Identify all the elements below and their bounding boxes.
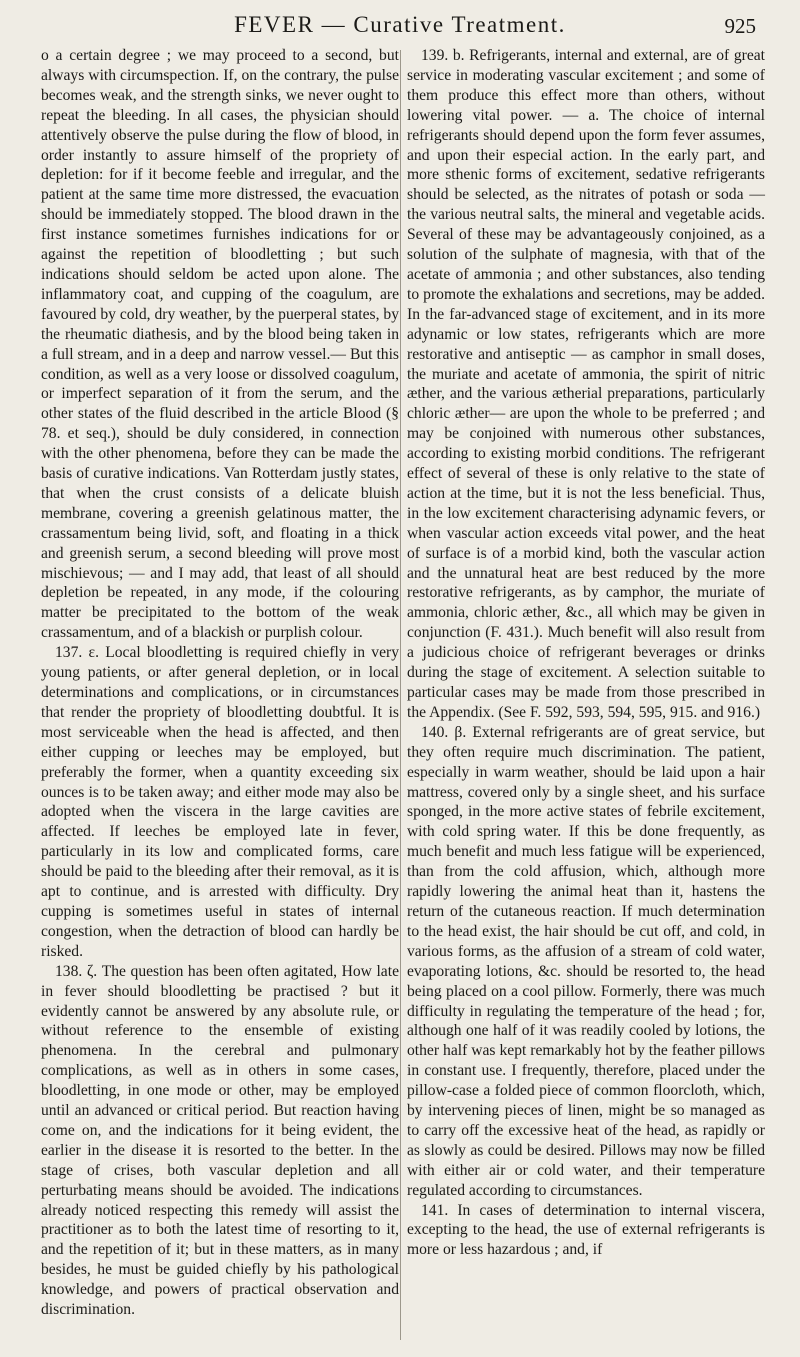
right-column xyxy=(407,46,765,1320)
page-number: 925 xyxy=(724,14,756,38)
paragraph: 138. ζ. The question has been often agitated, How late in fever should bloodletting be practised ? but it evidently cannot be answered by any absolute rule, or without reference to the ensemble of existing phenomena. In the cerebral and pulmonary complications, as well as in others in some cases, bloodletting, in one mode or other, may be employed until an advanced or critical period. But reaction having come on, and the indications for it being evident, the earlier in the disease it is resorted to the better. In the stage of crises, both vascular depletion and all perturbating means should be avoided. The indications already noticed respecting this remedy will assist the practitioner as to both the latest time of resorting to it, and the repetition of it; but in these matters, as in many besides, he must be guided chiefly by his pathological knowledge, and powers of practical observation and discrimination. xyxy=(41,962,399,1319)
text-columns xyxy=(41,46,765,1320)
paragraph: 140. β. External refrigerants are of great service, but they often require much discrimination. The patient, especially in warm weather, should be laid upon a hair mattress, covered only by a single sheet, and his surface sponged, in the more active states of febrile excitement, with cold spring water. If this be done frequently, as much benefit and much less fatigue will be experienced, than from the cold affusion, which, although more rapidly lowering the animal heat than it, hastens the return of the cutaneous reaction. If much determination to the head exist, the hair should be cut off, and cold, in various forms, as the affusion of a stream of cold water, evaporating lotions, &c. should be resorted to, the head being placed on a cool pillow. Formerly, there was much difficulty in regulating the temperature of the head ; for, although one half of it was readily cooled by lotions, the other half was kept remarkably hot by the feather pillows in constant use. I frequently, therefore, placed under the pillow-case a folded piece of common floorcloth, which, by intervening pieces of linen, might be so managed as to carry off the excessive heat of the head, as rapidly or as slowly as could be desired. Pillows may now be filled with either air or cold water, and their temperature regulated according to circumstances. xyxy=(407,723,765,1199)
paragraph: 141. In cases of determination to internal viscera, excepting to the head, the use of external refrigerants is more or less hazardous ; and, if xyxy=(407,1201,765,1259)
paragraph: 139. b. Refrigerants, internal and external, are of great service in moderating vascular excitement ; and some of them produce this effect more than others, without lowering vital power. — a. The choice of internal refrigerants should depend upon the form fever assumes, and upon their especial action. In the early part, and more sthenic forms of excitement, sedative refrigerants should be selected, as the nitrates of potash or soda — the various neutral salts, the mineral and vegetable acids. Several of these may be advantageously conjoined, as a solution of the sulphate of magnesia, with that of the acetate of ammonia ; and other substances, also tending to promote the exhalations and secretions, may be added. In the far-advanced stage of excitement, and in its more adynamic or low states, refrigerants which are more restorative and antiseptic — as camphor in small doses, the muriate and acetate of ammonia, the spirit of nitric æther, and the various ætherial preparations, particularly chloric æther— are upon the whole to be preferred ; and may be conjoined with numerous other substances, according to existing morbid conditions. The refrigerant effect of several of these is only relative to the state of action at the time, but it is not the less beneficial. Thus, in the low excitement characterising adynamic fevers, or when vascular action exceeds vital power, and the heat of surface is of a morbid kind, both the vascular action and the unnatural heat are best reduced by the more restorative refrigerants, as by camphor, the muriate of ammonia, chloric æther, &c., all which may be given in conjunction (F. 431.). Much benefit will also result from a judicious choice of refrigerant beverages or drinks during the stage of excitement. A selection suitable to particular cases may be made from those prescribed in the Appendix. (See F. 592, 593, 594, 595, 915. and 916.) xyxy=(407,47,765,721)
paragraph: 137. ε. Local bloodletting is required chiefly in very young patients, or after general depletion, or in local determinations and complications, or in circumstances that render the propriety of bloodletting doubtful. It is most serviceable when the head is affected, and then either cupping or leeches may be employed, but preferably the former, when a quantity exceeding six ounces is to be taken away; and either mode may also be adopted when the viscera in the large cavities are affected. If leeches be employed late in fever, particularly in its low and complicated forms, care should be paid to the bleeding after their removal, as it is apt to continue, and is arrested with difficulty. Dry cupping is sometimes useful in states of internal congestion, when the detraction of blood can hardly be risked. xyxy=(41,644,399,960)
left-column xyxy=(41,46,399,1320)
running-title: FEVER — Curative Treatment. xyxy=(234,12,566,37)
page-header xyxy=(44,12,756,40)
paragraph: o a certain degree ; we may proceed to a second, but always with circumspection. If, on the contrary, the pulse becomes weak, and the strength sinks, we never ought to repeat the bleeding. In all cases, the physician should attentively observe the pulse during the flow of blood, in order instantly to assure himself of the propriety of depletion: for if it become feeble and irregular, and the patient at the same time more distressed, the evacuation should be immediately stopped. The blood drawn in the first instance sometimes furnishes indications for or against the repetition of bloodletting ; but such indications should seldom be acted upon alone. The inflammatory coat, and cupping of the coagulum, are favoured by cold, dry weather, by the puerperal states, by the rheumatic diathesis, and by the blood being taken in a full stream, and in a deep and narrow vessel.— But this condition, as well as a very loose or dissolved coagulum, or imperfect separation of it from the serum, and the other states of the fluid described in the article Blood (§ 78. et seq.), should be duly considered, in connection with the other phenomena, before they can be made the basis of curative indications. Van Rotterdam justly states, that when the crust consists of a delicate bluish membrane, covering a greenish gelatinous matter, the crassamentum being livid, soft, and floating in a thick and greenish serum, a second bleeding will prove most mischievous; — and I may add, that least of all should depletion be repeated, in any mode, if the colouring matter be precipitated to the bottom of the weak crassamentum, and of a blackish or purplish colour. xyxy=(41,47,399,642)
